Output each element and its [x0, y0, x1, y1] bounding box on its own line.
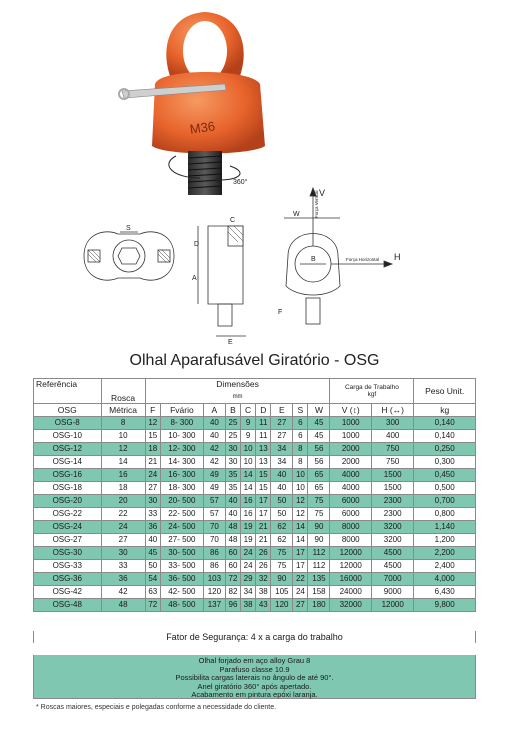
table-cell: 90 [271, 573, 293, 586]
table-cell: 8000 [330, 534, 372, 547]
table-cell: OSG-16 [34, 469, 102, 482]
table-cell: 32 [256, 573, 271, 586]
force-h-label: H [394, 252, 401, 262]
force-horizontal-label: Força Horizontal [346, 257, 380, 262]
product-photo [100, 6, 310, 198]
table-cell: 0,140 [414, 417, 476, 430]
footnote: * Roscas maiores, especiais e polegadas conforme a necessidade do cliente. [36, 704, 277, 711]
table-cell: 32000 [330, 599, 372, 612]
table-cell: 17 [256, 495, 271, 508]
table-cell: 48 [225, 534, 240, 547]
table-cell: 103 [203, 573, 225, 586]
table-cell: 24 [145, 469, 160, 482]
table-cell: OSG-42 [34, 586, 102, 599]
header-carga-text: Carga de Trabalho [344, 384, 399, 391]
table-cell: 4500 [372, 547, 414, 560]
table-cell: 42- 500 [160, 586, 203, 599]
table-cell: 70 [203, 521, 225, 534]
table-cell: 12 [101, 443, 145, 456]
table-cell: 8 [293, 443, 308, 456]
table-cell: 90 [308, 521, 330, 534]
table-cell: 1500 [372, 482, 414, 495]
table-cell: 42 [101, 586, 145, 599]
table-cell: 49 [203, 482, 225, 495]
table-cell: 25 [225, 417, 240, 430]
table-cell: 8 [293, 456, 308, 469]
table-cell: 16 [241, 508, 256, 521]
table-cell: 18- 300 [160, 482, 203, 495]
column-header: D [256, 404, 271, 417]
table-cell: 40 [145, 534, 160, 547]
table-cell: 12000 [330, 547, 372, 560]
table-cell: 30- 500 [160, 547, 203, 560]
table-cell: 27- 500 [160, 534, 203, 547]
table-cell: 137 [203, 599, 225, 612]
table-cell: 86 [203, 560, 225, 573]
table-cell: 90 [308, 534, 330, 547]
page-title: Olhal Aparafusável Giratório - OSG [129, 352, 380, 369]
table-cell: 750 [372, 456, 414, 469]
table-cell: 12 [145, 417, 160, 430]
table-cell: 49 [203, 469, 225, 482]
table-cell: 6000 [330, 495, 372, 508]
table-cell: 7000 [372, 573, 414, 586]
table-cell: 40 [225, 495, 240, 508]
table-row [34, 443, 476, 456]
column-header: Métrica [101, 404, 145, 417]
header-referencia: Referência [34, 379, 102, 404]
table-cell: 12000 [330, 560, 372, 573]
table-cell: 14 [101, 456, 145, 469]
table-cell: 75 [271, 560, 293, 573]
header-carga [330, 379, 414, 404]
table-cell: 62 [271, 534, 293, 547]
dim-label-s: S [126, 225, 131, 232]
dim-label-b: B [311, 256, 316, 263]
table-cell: 180 [308, 599, 330, 612]
table-row [34, 560, 476, 573]
table-cell: 1000 [330, 417, 372, 430]
table-cell: 10 [293, 482, 308, 495]
column-header: H (↔) [372, 404, 414, 417]
table-cell: 20- 500 [160, 495, 203, 508]
table-cell: 75 [308, 508, 330, 521]
spec-notes [33, 655, 476, 699]
table-cell: 120 [203, 586, 225, 599]
rotation-label: 360° [233, 179, 248, 186]
table-cell: 10 [101, 430, 145, 443]
table-cell: 40 [225, 508, 240, 521]
table-cell: 38 [256, 586, 271, 599]
table-cell: 6,430 [414, 586, 476, 599]
table-cell: 72 [145, 599, 160, 612]
table-cell: 65 [308, 482, 330, 495]
header-peso: Peso Unit. [414, 379, 476, 404]
table-cell: 60 [225, 547, 240, 560]
table-cell: 86 [203, 547, 225, 560]
table-cell: OSG-8 [34, 417, 102, 430]
table-cell: 0,250 [414, 443, 476, 456]
table-cell: 9,800 [414, 599, 476, 612]
table-cell: OSG-20 [34, 495, 102, 508]
table-cell: 2,200 [414, 547, 476, 560]
table-cell: 11 [256, 417, 271, 430]
table-row [34, 482, 476, 495]
table-row [34, 547, 476, 560]
table-cell: 27 [271, 417, 293, 430]
table-cell: 48 [225, 521, 240, 534]
table-cell: 45 [308, 417, 330, 430]
table-cell: 42 [203, 443, 225, 456]
table-cell: 19 [241, 534, 256, 547]
table-cell: 25 [225, 430, 240, 443]
table-cell: 14 [293, 534, 308, 547]
table-cell: 56 [308, 443, 330, 456]
table-cell: 14 [241, 482, 256, 495]
table-cell: 82 [225, 586, 240, 599]
table-row [34, 586, 476, 599]
dim-label-a: A [192, 275, 197, 282]
table-cell: 40 [203, 430, 225, 443]
table-cell: 400 [372, 430, 414, 443]
table-cell: 26 [256, 560, 271, 573]
table-cell: 17 [293, 547, 308, 560]
table-cell: 0,800 [414, 508, 476, 521]
table-row [34, 456, 476, 469]
table-cell: 50 [145, 560, 160, 573]
note-line: Acabamento em pintura epóxi laranja. [191, 690, 318, 700]
table-cell: 34 [271, 443, 293, 456]
table-cell: 33 [101, 560, 145, 573]
column-header: C [241, 404, 256, 417]
table-cell: 33 [145, 508, 160, 521]
table-cell: 21 [256, 521, 271, 534]
table-cell: 20 [101, 495, 145, 508]
header-rosca: Rosca [101, 379, 145, 404]
table-cell: 21 [145, 456, 160, 469]
table-cell: 36 [145, 521, 160, 534]
column-header: E [271, 404, 293, 417]
table-cell: 158 [308, 586, 330, 599]
force-v-label: V [319, 188, 326, 198]
table-cell: 0,450 [414, 469, 476, 482]
table-cell: 15 [256, 469, 271, 482]
marking-text: M36 [188, 118, 216, 137]
technical-drawing [78, 186, 438, 346]
table-cell: 9 [241, 417, 256, 430]
table-cell: 22- 500 [160, 508, 203, 521]
table-cell: 24 [241, 560, 256, 573]
table-cell: 21 [256, 534, 271, 547]
table-cell: 14 [293, 521, 308, 534]
table-cell: 96 [225, 599, 240, 612]
header-dimensoes [145, 379, 330, 392]
table-cell: 57 [203, 508, 225, 521]
table-cell: 40 [271, 482, 293, 495]
table-cell: 22 [101, 508, 145, 521]
table-cell: OSG-33 [34, 560, 102, 573]
table-cell: 35 [225, 469, 240, 482]
table-cell: 48 [101, 599, 145, 612]
table-cell: 45 [308, 430, 330, 443]
table-cell: 16- 300 [160, 469, 203, 482]
table-cell: 1,200 [414, 534, 476, 547]
table-cell: 36- 500 [160, 573, 203, 586]
spec-table [33, 378, 476, 612]
table-cell: 17 [293, 560, 308, 573]
table-cell: 4,000 [414, 573, 476, 586]
table-cell: 24- 500 [160, 521, 203, 534]
table-cell: 65 [308, 469, 330, 482]
table-cell: 17 [256, 508, 271, 521]
table-cell: 35 [225, 482, 240, 495]
table-cell: 0,300 [414, 456, 476, 469]
table-cell: 42 [203, 456, 225, 469]
table-cell: OSG-14 [34, 456, 102, 469]
dim-label-f: F [278, 309, 283, 316]
table-cell: 72 [225, 573, 240, 586]
table-cell: 60 [225, 560, 240, 573]
table-cell: 135 [308, 573, 330, 586]
table-cell: OSG-30 [34, 547, 102, 560]
note-line: Anel giratório 360° após apertado. [197, 681, 312, 691]
table-cell: 4500 [372, 560, 414, 573]
table-cell: 24 [101, 521, 145, 534]
table-cell: 75 [308, 495, 330, 508]
table-cell: 40 [271, 469, 293, 482]
table-cell: 4000 [330, 482, 372, 495]
header-kgf-text: kgf [367, 391, 377, 398]
column-header: S [293, 404, 308, 417]
table-row [34, 495, 476, 508]
table-cell: 27 [293, 599, 308, 612]
table-row [34, 508, 476, 521]
table-cell: 70 [203, 534, 225, 547]
safety-factor: Fator de Segurança: 4 x a carga do trabalho [33, 631, 476, 643]
table-row [34, 417, 476, 430]
table-cell: 24 [241, 547, 256, 560]
table-cell: 57 [203, 495, 225, 508]
table-cell: 112 [308, 560, 330, 573]
column-header: A [203, 404, 225, 417]
table-cell: 2000 [330, 443, 372, 456]
note-line: Possibilita cargas laterais no ângulo de até 90°. [175, 673, 334, 683]
table-row [34, 469, 476, 482]
table-cell: 63 [145, 586, 160, 599]
table-cell: 16 [241, 495, 256, 508]
table-cell: 10 [241, 443, 256, 456]
dim-label-e: E [228, 339, 233, 346]
table-cell: OSG-36 [34, 573, 102, 586]
table-cell: 2,400 [414, 560, 476, 573]
table-cell: 12- 300 [160, 443, 203, 456]
table-cell: 120 [271, 599, 293, 612]
table-cell: 2300 [372, 508, 414, 521]
column-header: B [225, 404, 240, 417]
table-cell: 27 [145, 482, 160, 495]
table-cell: 11 [256, 430, 271, 443]
table-cell: 16000 [330, 573, 372, 586]
table-cell: 30 [225, 456, 240, 469]
table-cell: 34 [241, 586, 256, 599]
table-cell: 75 [271, 547, 293, 560]
dim-label-c: C [230, 217, 236, 224]
table-cell: 750 [372, 443, 414, 456]
table-cell: 36 [101, 573, 145, 586]
table-cell: OSG-48 [34, 599, 102, 612]
table-cell: 62 [271, 521, 293, 534]
table-cell: 3200 [372, 521, 414, 534]
table-cell: 30 [101, 547, 145, 560]
table-cell: 300 [372, 417, 414, 430]
table-cell: 8000 [330, 521, 372, 534]
header-dimensoes-text: Dimensões [216, 379, 259, 389]
table-cell: 14 [241, 469, 256, 482]
table-cell: 30 [145, 495, 160, 508]
table-cell: 15 [145, 430, 160, 443]
table-cell: OSG-12 [34, 443, 102, 456]
table-cell: 1000 [330, 430, 372, 443]
table-cell: 29 [241, 573, 256, 586]
table-cell: 54 [145, 573, 160, 586]
table-cell: 10- 300 [160, 430, 203, 443]
table-cell: 34 [271, 456, 293, 469]
table-cell: 6 [293, 430, 308, 443]
table-cell: 10 [241, 456, 256, 469]
table-cell: 14- 300 [160, 456, 203, 469]
table-cell: OSG-18 [34, 482, 102, 495]
table-cell: 9 [241, 430, 256, 443]
table-cell: 1,140 [414, 521, 476, 534]
table-cell: 10 [293, 469, 308, 482]
table-cell: 3200 [372, 534, 414, 547]
column-header: W [308, 404, 330, 417]
table-cell: 30 [225, 443, 240, 456]
table-cell: 48- 500 [160, 599, 203, 612]
note-line: Parafuso classe 10.9 [219, 664, 290, 674]
table-cell: 0,140 [414, 430, 476, 443]
table-cell: 24 [293, 586, 308, 599]
table-cell: 50 [271, 495, 293, 508]
table-cell: 9000 [372, 586, 414, 599]
table-cell: 1500 [372, 469, 414, 482]
column-header: Fvário [160, 404, 203, 417]
table-cell: 18 [145, 443, 160, 456]
table-cell: 27 [271, 430, 293, 443]
table-cell: 38 [241, 599, 256, 612]
table-cell: 40 [203, 417, 225, 430]
table-cell: 2000 [330, 456, 372, 469]
table-cell: 8- 300 [160, 417, 203, 430]
table-row [34, 573, 476, 586]
table-cell: 19 [241, 521, 256, 534]
table-cell: 50 [271, 508, 293, 521]
table-cell: 12 [293, 508, 308, 521]
table-cell: 105 [271, 586, 293, 599]
table-cell: 12000 [372, 599, 414, 612]
table-cell: 15 [256, 482, 271, 495]
table-cell: 24000 [330, 586, 372, 599]
table-cell: OSG-24 [34, 521, 102, 534]
table-cell: OSG-10 [34, 430, 102, 443]
table-cell: 13 [256, 456, 271, 469]
table-cell: 12 [293, 495, 308, 508]
force-vertical-label: Força Vertical [314, 190, 319, 218]
column-header: kg [414, 404, 476, 417]
table-row [34, 599, 476, 612]
table-cell: 33- 500 [160, 560, 203, 573]
table-row [34, 521, 476, 534]
table-cell: 16 [101, 469, 145, 482]
table-cell: 0,700 [414, 495, 476, 508]
table-cell: 45 [145, 547, 160, 560]
column-header: OSG [34, 404, 102, 417]
table-cell: 22 [293, 573, 308, 586]
table-row [34, 430, 476, 443]
table-cell: OSG-22 [34, 508, 102, 521]
dim-label-d: D [194, 241, 200, 248]
column-header: F [145, 404, 160, 417]
table-cell: 6 [293, 417, 308, 430]
column-header: V (↕) [330, 404, 372, 417]
table-cell: 112 [308, 547, 330, 560]
table-cell: OSG-27 [34, 534, 102, 547]
table-row [34, 534, 476, 547]
header-mm: mm [145, 391, 330, 404]
dim-label-w: W [293, 211, 300, 218]
note-line: Olhal forjado em aço alloy Grau 8 [198, 656, 311, 665]
table-cell: 6000 [330, 508, 372, 521]
table-cell: 18 [101, 482, 145, 495]
table-cell: 0,500 [414, 482, 476, 495]
table-cell: 56 [308, 456, 330, 469]
table-cell: 8 [101, 417, 145, 430]
table-cell: 4000 [330, 469, 372, 482]
table-cell: 43 [256, 599, 271, 612]
table-cell: 26 [256, 547, 271, 560]
table-cell: 27 [101, 534, 145, 547]
table-cell: 2300 [372, 495, 414, 508]
table-cell: 13 [256, 443, 271, 456]
